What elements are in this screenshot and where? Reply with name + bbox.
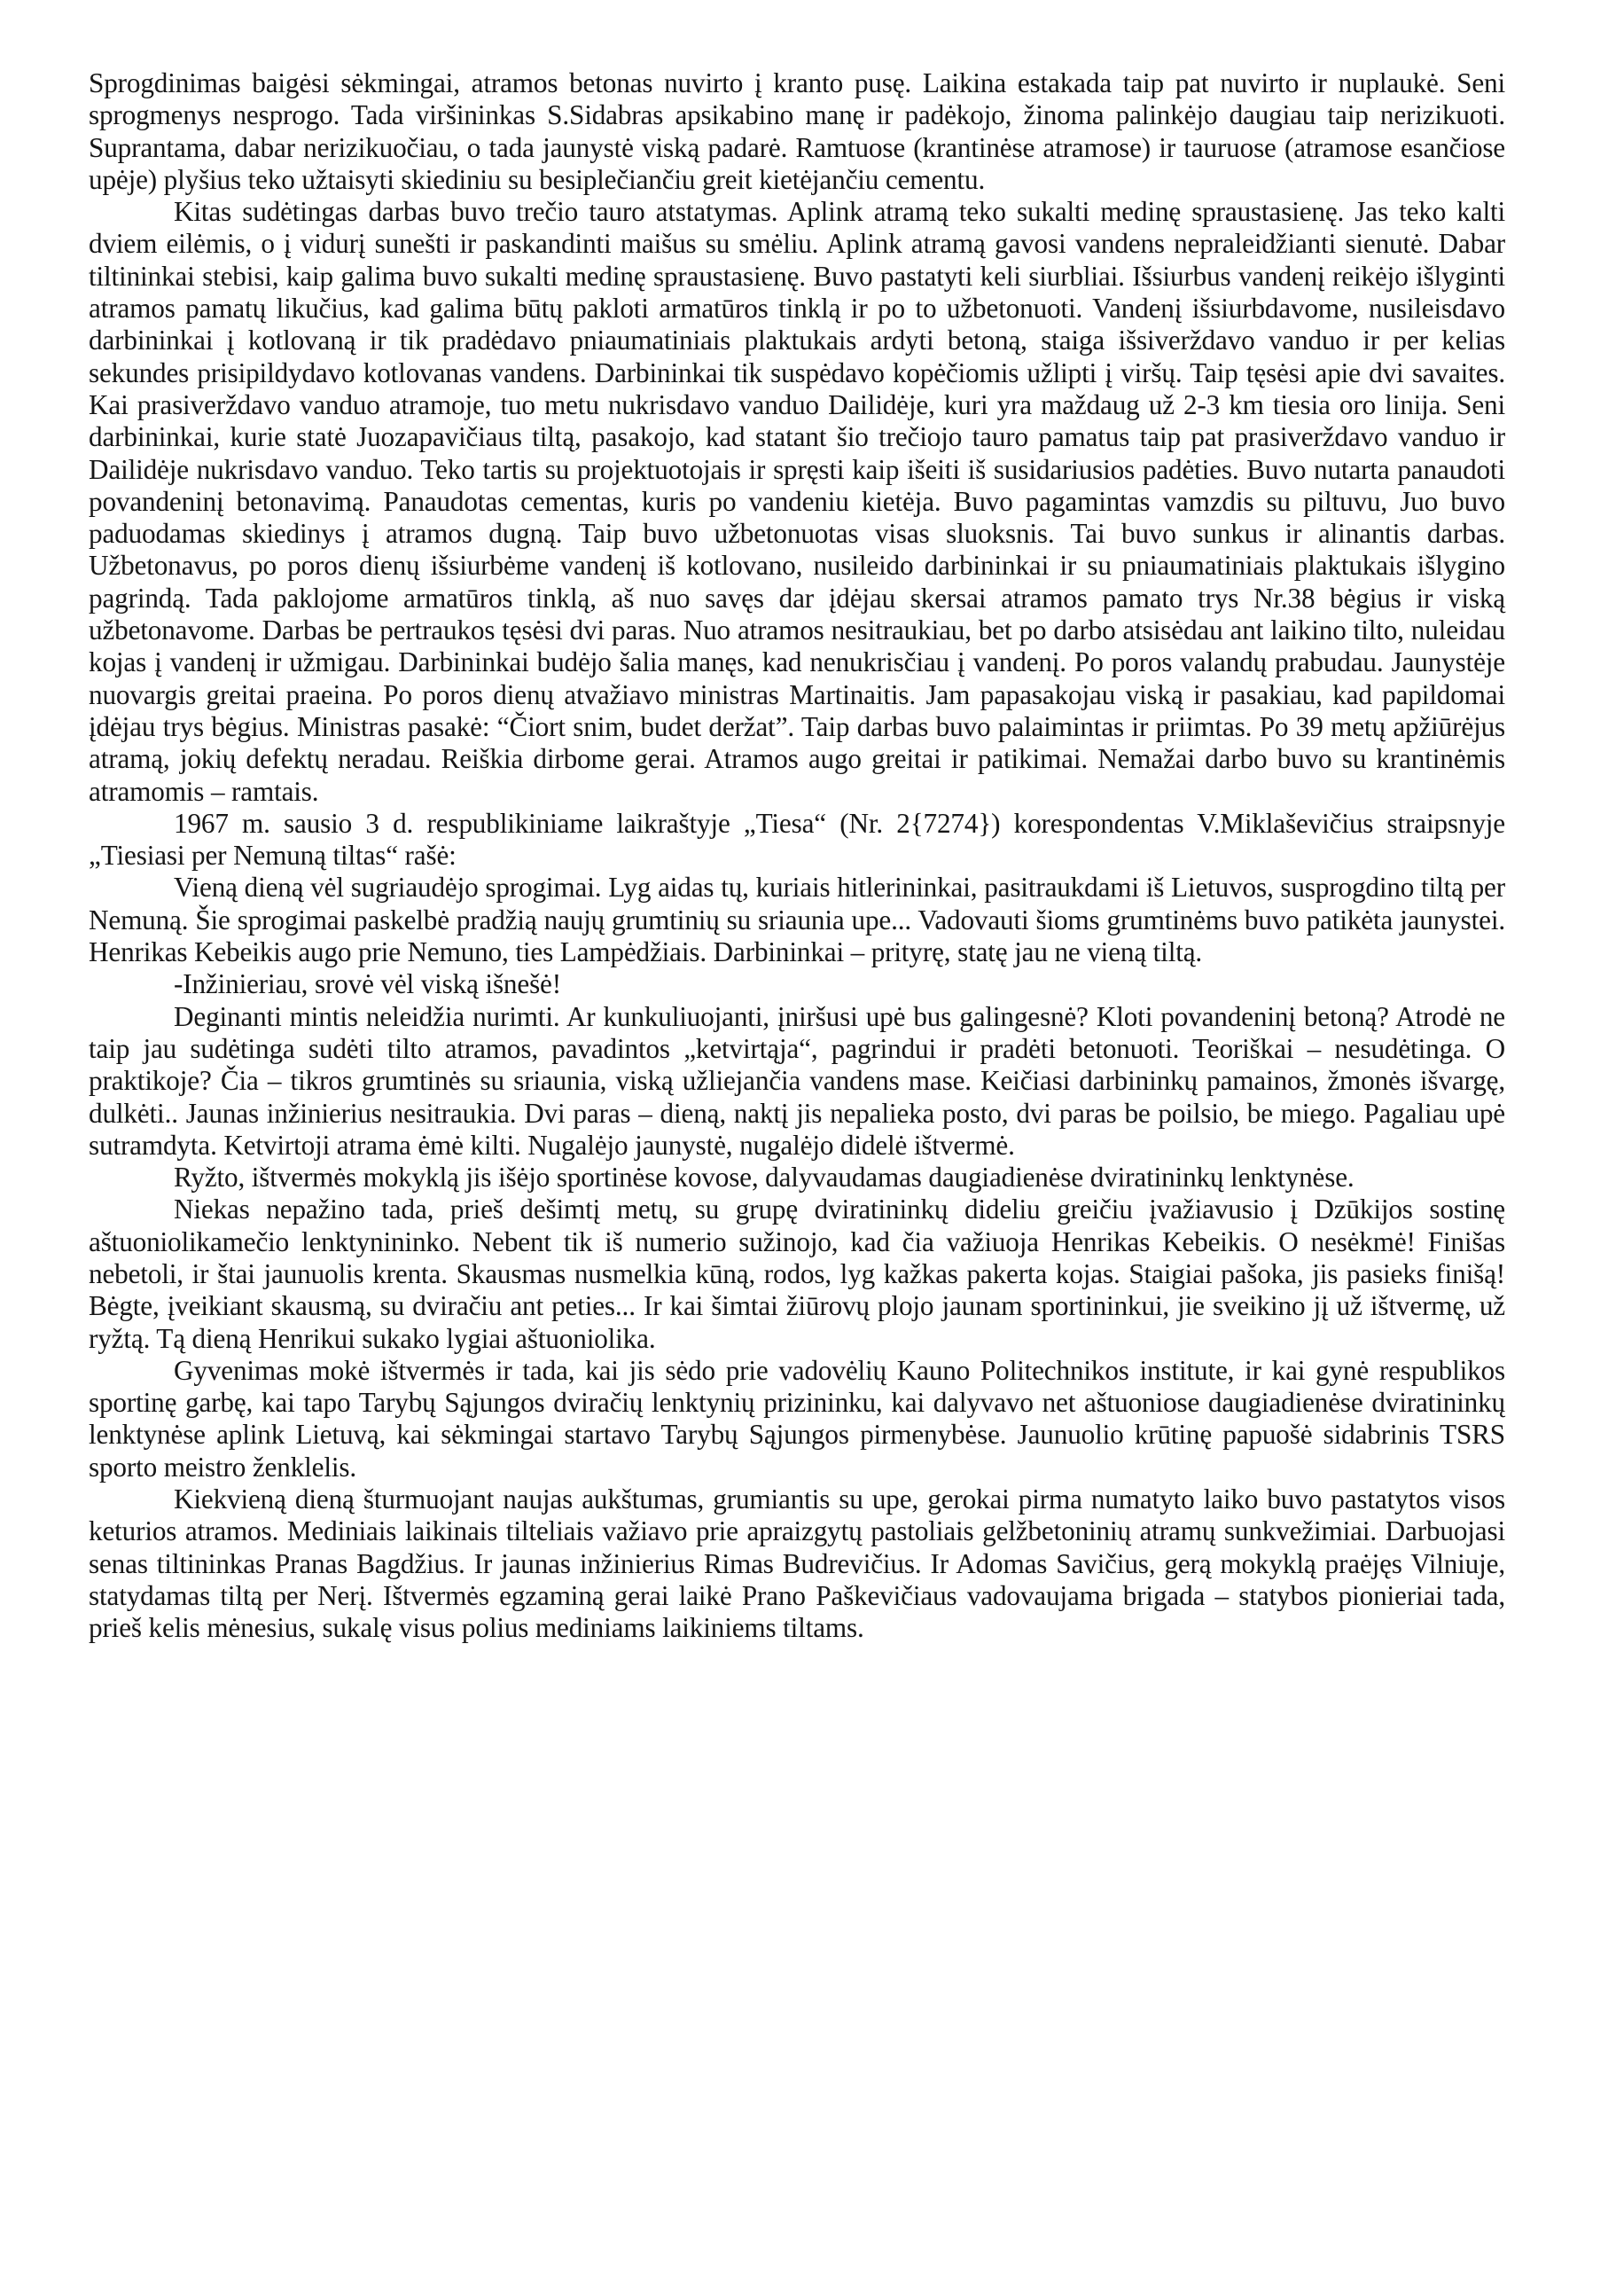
paragraph: Ryžto, ištvermės mokyklą jis išėjo sportinėse kovose, dalyvaudamas daugiadienėse dviratininkų lenktynėse. [174, 1162, 1355, 1194]
paragraph: -Inžinieriau, srovė vėl viską išnešė! [174, 968, 561, 1000]
paragraph: Kitas sudėtingas darbas buvo trečio tauro atstatymas. Aplink atramą teko sukalti medinę spraustasienę. Jas teko kalti dviem eilėmis, o į vidurį sunešti ir paskandinti maišus su smėliu. Aplink atramą gavosi vandens nepraleidžianti sienutė. Dabar tiltininkai stebisi, kaip galima buvo sukalti medinę spraustasienę. Buvo pastatyti keli siurbliai. Išsiurbus vandenį reikėjo išlyginti atramos pamatų likučius, kad galima būtų pakloti armatūros tinklą ir po to užbetonuoti. Vandenį išsiurbdavome, nusileisdavo darbininkai į kotlovaną ir tik pradėdavo pniaumatiniais plaktukais ardyti betoną, staiga išsiverždavo vanduo ir per kelias sekundes prisipildydavo kotlovanas vandens. Darbininkai tik suspėdavo kopėčiomis užlipti į viršų. Taip tęsėsi apie dvi savaites. Kai prasiverždavo vanduo atramoje, tuo metu nukrisdavo vanduo Dailidėje, kuri yra maždaug už 2-3 km tiesia oro linija. Seni darbininkai, kurie statė Juozapavičiaus tiltą, pasakojo, kad statant šio trečiojo tauro pamatus taip pat prasiverždavo vanduo ir Dailidėje nukrisdavo vanduo. Teko tartis su projektuotojais ir spręsti kaip išeiti iš susidariusios padėties. Buvo nutarta panaudoti povandeninį betonavimą. Panaudotas cementas, kuris po vandeniu kietėja. Buvo pagamintas vamzdis su piltuvu, Juo buvo paduodamas skiedinys į atramos dugną. Taip buvo užbetonuotas visas sluoksnis. Tai buvo sunkus ir alinantis darbas. Užbetonavus, po poros dienų išsiurbėme vandenį iš kotlovano, nusileido darbininkai ir su pniaumatiniais plaktukais išlygino pagrindą. Tada paklojome armatūros tinklą, aš nuo savęs dar įdėjau skersai atramos pamato trys Nr.38 bėgius ir viską užbetonavome. Darbas be pertraukos tęsėsi dvi paras. Nuo atramos nesitraukiau, bet po darbo atsisėdau ant laikino tilto, nuleidau kojas į vandenį ir užmigau. Darbininkai budėjo šalia manęs, kad nenukrisčiau į vandenį. Po poros valandų prabudau. Jaunystėje nuovargis greitai praeina. Po poros dienų atvažiavo ministras Martinaitis. Jam papasakojau viską ir pasakiau, kad papildomai įdėjau trys bėgius. Ministras pasakė: “Čiort snim, budet deržat”. Taip darbas buvo palaimintas ir priimtas. Po 39 metų apžiūrėjus atramą, jokių defektų neradau. Reiškia dirbome gerai. Atramos augo greitai ir patikimai. Nemažai darbo buvo su krantinėmis atramomis – ramtais. [89, 196, 1505, 807]
paragraph: 1967 m. sausio 3 d. respublikiniame laikraštyje „Tiesa“ (Nr. 2{7274}) korespondentas V.Miklaševičius straipsnyje „Tiesiasi per Nemuną tiltas“ rašė: [89, 807, 1505, 872]
paragraph: Gyvenimas mokė ištvermės ir tada, kai jis sėdo prie vadovėlių Kauno Politechnikos institute, ir kai gynė respublikos sportinę garbę, kai tapo Tarybų Sąjungos dviračių lenktynių prizininku, kai dalyvavo net aštuoniose daugiadienėse dviratininkų lenktynėse aplink Lietuvą, kai sėkmingai startavo Tarybų Sąjungos pirmenybėse. Jaunuolio krūtinę papuošė sidabrinis TSRS sporto meistro ženklelis. [89, 1354, 1505, 1483]
document-page [89, 67, 1505, 1645]
paragraph: Vieną dieną vėl sugriaudėjo sprogimai. Lyg aidas tų, kuriais hitlerininkai, pasitraukdami iš Lietuvos, susprogdino tiltą per Nemuną. Šie sprogimai paskelbė pradžią naujų grumtinių su sriaunia upe... Vadovauti šioms grumtinėms buvo patikėta jaunystei. Henrikas Kebeikis augo prie Nemuno, ties Lampėdžiais. Darbininkai – prityrę, statę jau ne vieną tiltą. [89, 872, 1505, 968]
paragraph: Niekas nepažino tada, prieš dešimtį metų, su grupę dviratininkų dideliu greičiu įvažiavusio į Dzūkijos sostinę aštuoniolikamečio lenktynininko. Nebent tik iš numerio sužinojo, kad čia važiuoja Henrikas Kebeikis. O nesėkmė! Finišas nebetoli, ir štai jaunuolis krenta. Skausmas nusmelkia kūną, rodos, lyg kažkas pakerta kojas. Staigiai pašoka, jis pasieks finišą! Bėgte, įveikiant skausmą, su dviračiu ant peties... Ir kai šimtai žiūrovų plojo jaunam sportininkui, jie sveikino jį už ištvermę, už ryžtą. Tą dieną Henrikui sukako lygiai aštuoniolika. [89, 1194, 1505, 1354]
paragraph: Sprogdinimas baigėsi sėkmingai, atramos betonas nuvirto į kranto pusę. Laikina estakada taip pat nuvirto ir nuplaukė. Seni sprogmenys nesprogo. Tada viršininkas S.Sidabras apsikabino manę ir padėkojo, žinoma palinkėjo daugiau taip nerizikuoti. Suprantama, dabar nerizikuočiau, o tada jaunystė viską padarė. Ramtuose (krantinėse atramose) ir tauruose (atramose esančiose upėje) plyšius teko užtaisyti skiediniu su besiplečiančiu greit kietėjančiu cementu. [89, 67, 1505, 195]
paragraph: Deginanti mintis neleidžia nurimti. Ar kunkuliuojanti, įniršusi upė bus galingesnė? Kloti povandeninį betoną? Atrodė ne taip jau sudėtinga sudėti tilto atramos, pavadintos „ketvirtąja“, pagrindui ir pradėti betonuoti. Teoriškai – nesudėtinga. O praktikoje? Čia – tikros grumtinės su sriaunia, viską užliejančia vandens mase. Keičiasi darbininkų pamainos, žmonės išvargę, dulkėti.. Jaunas inžinierius nesitraukia. Dvi paras – dieną, naktį jis nepalieka posto, dvi paras be poilsio, be miego. Pagaliau upė sutramdyta. Ketvirtoji atrama ėmė kilti. Nugalėjo jaunystė, nugalėjo didelė ištvermė. [89, 1000, 1505, 1161]
paragraph: Kiekvieną dieną šturmuojant naujas aukštumas, grumiantis su upe, gerokai pirma numatyto laiko buvo pastatytos visos keturios atramos. Mediniais laikinais tilteliais važiavo prie apraizgytų pastoliais gelžbetoninių atramų sunkvežimiai. Darbuojasi senas tiltininkas Pranas Bagdžius. Ir jaunas inžinierius Rimas Budrevičius. Ir Adomas Savičius, gerą mokyklą praėjęs Vilniuje, statydamas tiltą per Nerį. Ištvermės egzaminą gerai laikė Prano Paškevičiaus vadovaujama brigada – statybos pionieriai tada, prieš kelis mėnesius, sukalę visus polius mediniams laikiniems tiltams. [89, 1483, 1505, 1644]
